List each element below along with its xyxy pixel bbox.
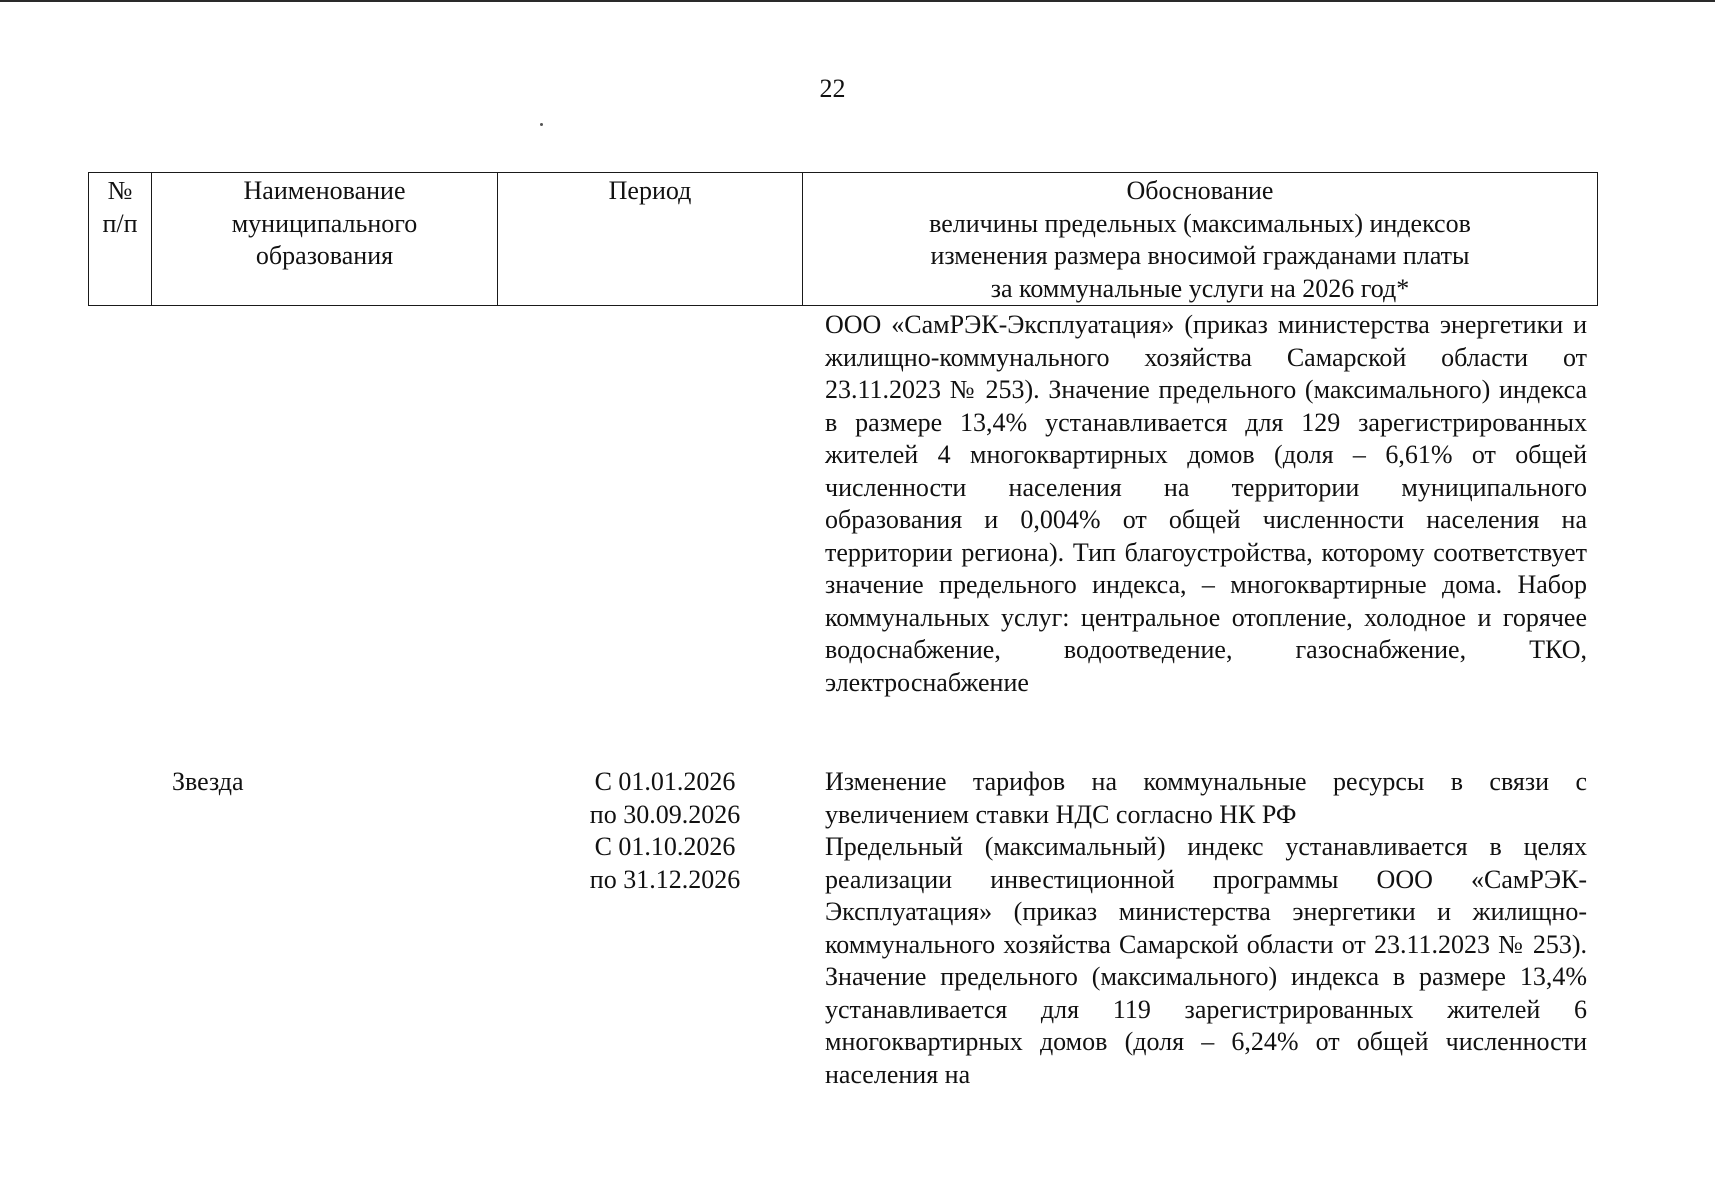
header-number-line: п/п (102, 208, 138, 238)
continued-basis-cell (825, 309, 1587, 699)
header-number-line: № (107, 176, 133, 205)
municipality-name: Звезда (172, 767, 244, 796)
page-number: 22 (819, 74, 846, 103)
header-municipality-line: Наименование (243, 176, 406, 205)
header-cell-period (498, 173, 803, 306)
header-municipality-line: образования (255, 241, 394, 270)
period-line: С 01.01.2026 (594, 767, 736, 796)
scan-speck (540, 123, 543, 126)
period-line: по 31.12.2026 (589, 864, 741, 894)
header-municipality-line: муниципального (231, 208, 418, 238)
period-cell (560, 766, 770, 896)
table-header (88, 172, 1598, 306)
page-top-border (0, 0, 1715, 2)
zvezda-basis-cell (825, 766, 1587, 1091)
basis-paragraph-investment-program: Предельный (максимальный) индекс устанавливается в целях реализации инвестиционной программы ООО «СамРЭК-Эксплуатация» (приказ министерства энергетики и жилищно-коммунального хозяйства Самарской области от 23.11.2023 № 253). Значение предельного (максимального) индекса в размере 13,4% устанавливается для 119 зарегистрированных жителей 6 многоквартирных домов (доля – 6,24% от общей численности населения на (825, 832, 1587, 1089)
header-cell-basis (803, 173, 1598, 306)
continued-basis-text: ООО «СамРЭК-Эксплуатация» (приказ министерства энергетики и жилищно-коммунального хозяйства Самарской области от 23.11.2023 № 253). Значение предельного (максимального) индекса в размере 13,4% устанавливается для 129 зарегистрированных жителей 4 многоквартирных домов (доля – 6,61% от общей численности населения на территории муниципального образования и 0,004% от общей численности населения на территории региона). Тип благоустройства, которому соответствует значение предельного индекса, – многоквартирные дома. Набор коммунальных услуг: центральное отопление, холодное и горячее водоснабжение, водоотведение, газоснабжение, ТКО, электроснабжение (825, 310, 1587, 697)
header-basis-line: изменения размера вносимой гражданами платы (930, 241, 1470, 270)
basis-paragraph-tariff-change: Изменение тарифов на коммунальные ресурсы в связи с увеличением ставки НДС согласно НК РФ (825, 767, 1587, 829)
period-line: по 30.09.2026 (589, 799, 741, 829)
header-cell-number (89, 173, 152, 306)
header-basis-line: за коммунальные услуги на 2026 год* (990, 273, 1410, 303)
header-basis-line: величины предельных (максимальных) индексов (929, 208, 1471, 238)
header-period-line: Период (608, 176, 692, 205)
period-line: С 01.10.2026 (594, 832, 736, 861)
header-basis-line: Обоснование (1126, 176, 1274, 205)
header-cell-municipality (152, 173, 498, 306)
